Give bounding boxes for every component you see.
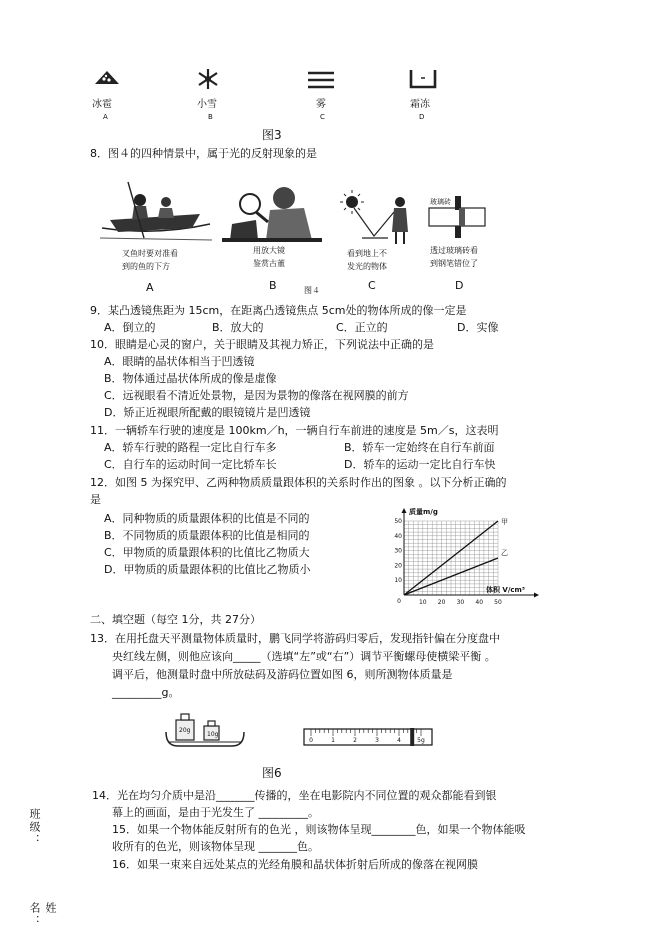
balance-pan-weights-image (164, 712, 246, 748)
q13-line-3: 调平后，他测量时盘中所放砝码及游码位置如图 6，则所测物体质量是 (112, 668, 453, 681)
ruler-label: 0 (309, 737, 313, 744)
question-9-text: 9．某凸透镜焦距为 15cm，在距离凸透镜焦点 5cm处的物体所成的像一定是 (90, 304, 467, 317)
series-label: 乙 (501, 549, 508, 557)
ruler-label: 2 (353, 737, 357, 744)
x-tick-label: 40 (475, 599, 484, 606)
fig4-d-tag: 玻璃砖 (430, 198, 451, 206)
fig4-a-letter: A (146, 281, 154, 294)
y-tick-label: 40 (394, 532, 402, 540)
q10-option-c: C．远视眼看不清近处景物，是因为景物的像落在视网膜的前方 (104, 389, 409, 402)
q11-option-b: B．轿车一定始终在自行车前面 (344, 441, 495, 454)
fig4-a-caption-2: 到的鱼的下方 (122, 262, 170, 271)
q16-line-1: 16．如果一束来自远处某点的光经角膜和晶状体折射后所成的像落在视网膜 (112, 858, 478, 871)
ruler-label: 1 (331, 737, 335, 744)
q14-line-1: 14．光在均匀介质中是沿_______传播的，坐在电影院内不同位置的观众都能看到银 (92, 789, 497, 802)
fig4-caption: 图４ (304, 286, 320, 295)
ruler-label: 4 (397, 737, 401, 744)
y-tick-label: 20 (394, 562, 402, 570)
hail-icon (93, 68, 121, 90)
fig3-name-d: 霜冻 (410, 99, 430, 110)
question-8-text: 8．图４的四种情景中，属于光的反射现象的是 (90, 147, 317, 160)
q11-option-d: D．轿车的运动一定比自行车快 (344, 458, 496, 471)
fig3-letter-c: C (320, 113, 325, 121)
q12-option-c: C．甲物质的质量跟体积的比值比乙物质大 (104, 546, 310, 559)
question-12-text-2: 是 (90, 493, 101, 506)
fig3-letter-d: D (419, 113, 425, 121)
fig4-c-caption-2: 发光的物体 (347, 262, 387, 271)
weight-10g-label: 10g (207, 731, 219, 738)
x-tick-label: 30 (456, 599, 465, 606)
fog-icon (306, 70, 336, 90)
origin-label: 0 (397, 598, 401, 605)
class-label: 班级： (28, 808, 41, 847)
fig3-name-c: 雾 (316, 99, 326, 110)
fig4-a-caption-1: 叉鱼时要对准看 (122, 249, 178, 258)
y-tick-label: 50 (394, 518, 402, 525)
q15-line-2: 收所有的色光，则该物体呈现 _______色。 (112, 840, 319, 853)
q10-option-b: B．物体通过晶状体所成的像是虚像 (104, 372, 277, 385)
mass-volume-chart (388, 505, 550, 609)
y-tick-label: 10 (394, 577, 402, 585)
x-axis-arrow (534, 593, 539, 598)
ruler-label: 3 (375, 737, 379, 744)
fig3-letter-a: A (103, 113, 108, 121)
fig4-d-caption-2: 到钢笔错位了 (430, 259, 478, 268)
q9-option-d: D．实像 (457, 321, 499, 334)
q12-option-b: B．不同物质的质量跟体积的比值是相同的 (104, 529, 310, 542)
fig3-letter-b: B (208, 113, 213, 121)
q9-option-b: B．放大的 (212, 321, 264, 334)
magnifier-scene-image (222, 180, 322, 242)
y-axis-label: 质量m/g (409, 508, 438, 516)
y-axis-arrow (402, 508, 407, 513)
ruler-label: 5g (417, 737, 425, 744)
fig4-b-caption-2: 鉴赏古董 (253, 259, 285, 268)
fig4-c-letter: C (368, 279, 376, 292)
x-tick-label: 50 (494, 599, 502, 606)
q13-line-4: _________g。 (112, 686, 180, 699)
fig3-name-a: 冰雹 (92, 99, 112, 110)
q12-option-d: D．甲物质的质量跟体积的比值比乙物质小 (104, 563, 311, 576)
question-11-text: 11．一辆轿车行驶的速度是 100km／h，一辆自行车前进的速度是 5m／s，这表明 (90, 424, 499, 437)
snowflake-icon (195, 67, 221, 91)
rider-marker (410, 728, 414, 746)
name-label: 姓名： (28, 902, 57, 928)
fig4-d-letter: D (455, 279, 464, 292)
fig6-caption: 图6 (262, 766, 282, 780)
fig3-name-b: 小雪 (197, 99, 217, 110)
question-10-text: 10．眼睛是心灵的窗户，关于眼睛及其视力矫正，下列说法中正确的是 (90, 338, 434, 351)
fishing-scene-image (100, 178, 212, 246)
sun-reflection-scene-image (338, 188, 418, 246)
x-tick-label: 10 (418, 599, 427, 606)
q11-option-c: C．自行车的运动时间一定比轿车长 (104, 458, 277, 471)
series-label: 甲 (501, 518, 508, 526)
fig4-b-letter: B (269, 279, 277, 292)
fig3-caption: 图3 (262, 128, 282, 142)
question-12-text-1: 12．如图 5 为探究甲、乙两种物质质量跟体积的关系时作出的图象 。以下分析正确的 (90, 476, 507, 489)
section-2-title: 二、填空题（每空 1分，共 27分） (90, 613, 261, 626)
x-axis-label: 体积 V/cm³ (486, 586, 525, 594)
q15-line-1: 15．如果一个物体能反射所有的色光 ，则该物体呈现________色，如果一个物体能吸 (112, 823, 526, 836)
q10-option-d: D．矫正近视眼所配戴的眼镜镜片是凹透镜 (104, 406, 311, 419)
fig4-d-caption-1: 透过玻璃砖看 (430, 246, 478, 255)
q10-option-a: A．眼睛的晶状体相当于凹透镜 (104, 355, 255, 368)
fig4-c-caption-1: 看到地上不 (347, 249, 387, 258)
q9-option-a: A．倒立的 (104, 321, 156, 334)
frost-icon (408, 68, 438, 90)
q9-option-c: C．正立的 (336, 321, 388, 334)
x-tick-label: 20 (437, 599, 446, 606)
weight-20g-label: 20g (179, 727, 191, 734)
y-tick-label: 30 (394, 547, 402, 555)
q13-line-2: 央红线左侧，则他应该向_____（选填“左”或“右”）调节平衡螺母使横梁平衡 。 (112, 650, 496, 663)
balance-beam-ruler-image (303, 727, 433, 747)
q12-option-a: A．同种物质的质量跟体积的比值是不同的 (104, 512, 310, 525)
fig4-b-caption-1: 用放大镜 (253, 246, 285, 255)
q11-option-a: A．轿车行驶的路程一定比自行车多 (104, 441, 277, 454)
q14-line-2: 幕上的画面，是由于光发生了 _________。 (112, 806, 319, 819)
q13-line-1: 13．在用托盘天平测量物体质量时，鹏飞同学将游码归零后，发现指针偏在分度盘中 (90, 632, 500, 645)
